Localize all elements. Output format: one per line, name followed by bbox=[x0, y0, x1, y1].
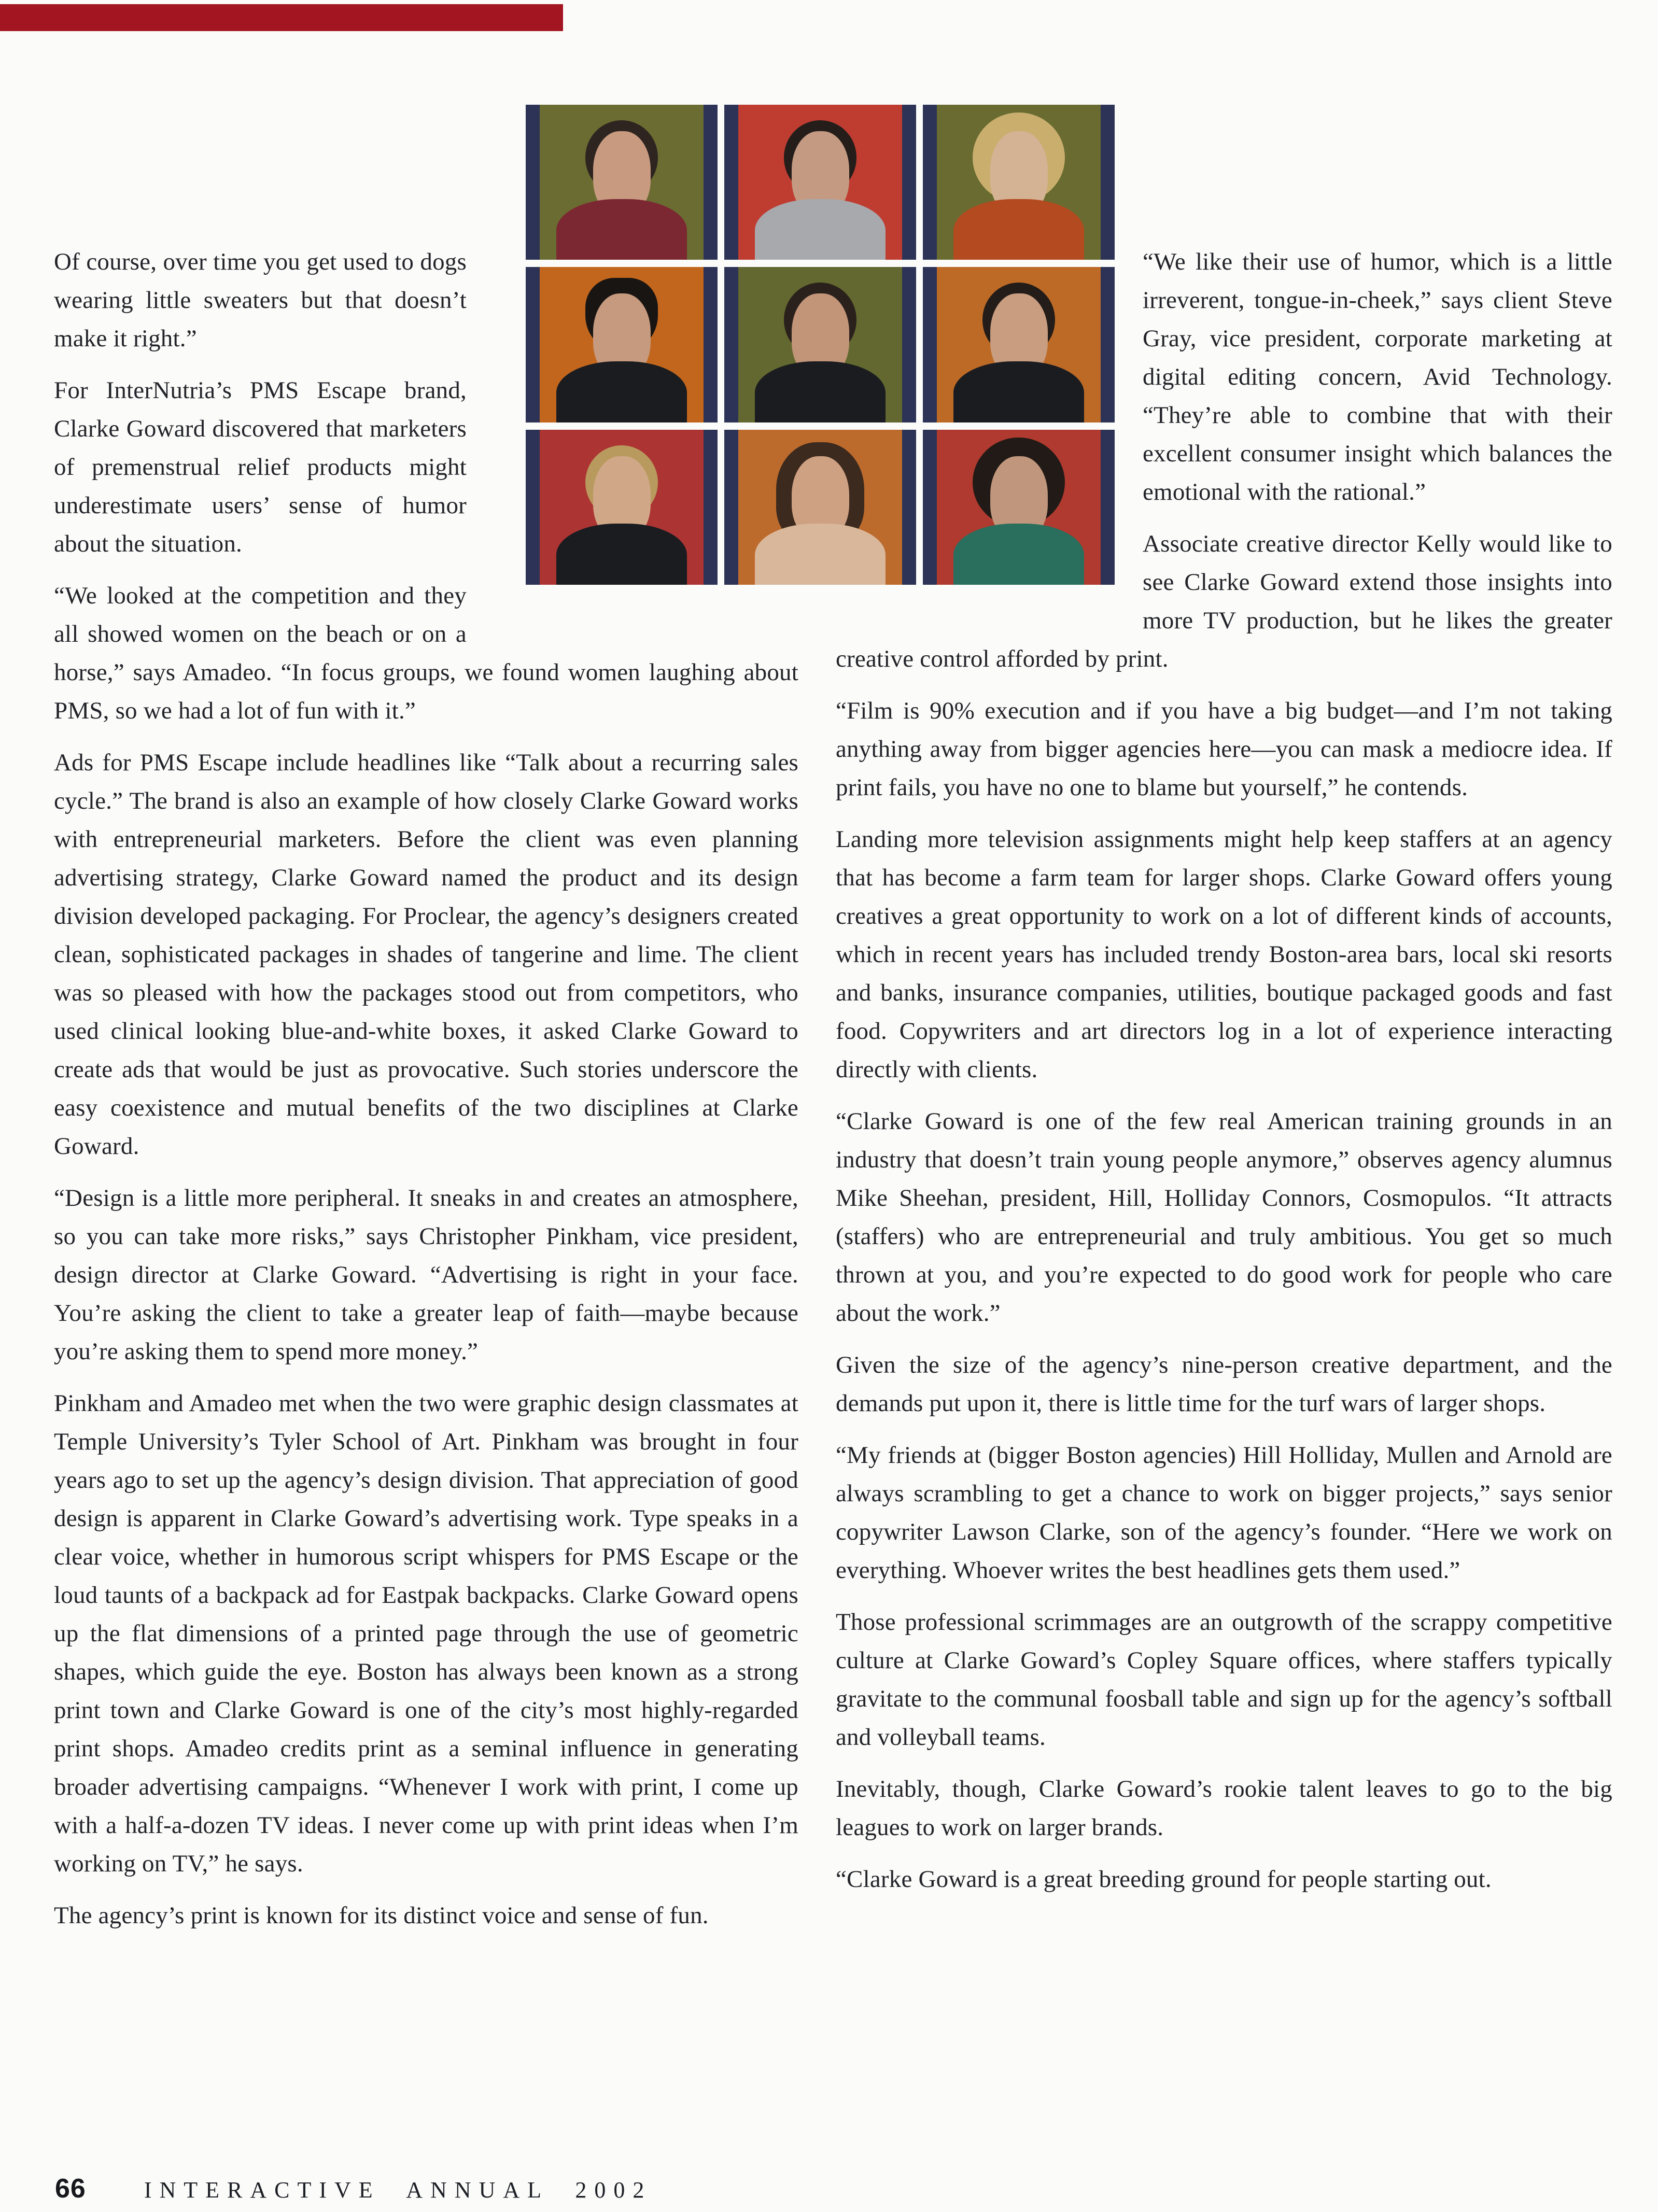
paragraph: “Clarke Goward is one of the few real American training grounds in an industry that doesn’t train young people anymore,” observes agency alumnus Mike Sheehan, president, Hill, Holliday Connors, Cosmopulos. “It attracts (staffers) who are entrepreneurial and truly ambitious. You get so much thrown at you, and you’re expected to do good work for people who care about the work.” bbox=[836, 1108, 1612, 1327]
paragraph: Inevitably, though, Clarke Goward’s rookie talent leaves to go to the big leagues to work on larger brands. bbox=[836, 1776, 1612, 1841]
photo-frame-bar bbox=[526, 105, 540, 260]
photo-frame-bar bbox=[724, 105, 738, 260]
photo-frame-bar bbox=[923, 430, 937, 585]
photo-frame-bar bbox=[902, 430, 916, 585]
paragraph: “We looked at the competition and they all showed women on the beach or on a horse,” says Amadeo. “In focus groups, we found women laughing about PMS, so we had a lot of fun with it.” bbox=[54, 582, 798, 724]
paragraph: Pinkham and Amadeo met when the two were graphic design classmates at Temple University’s Tyler School of Art. Pinkham was brought in four years ago to set up the agency’s design division. That appreciation of good design is apparent in Clarke Goward’s advertising work. Type speaks in a clear voice, whether in humorous script whispers for PMS Escape or the loud taunts of a backpack ad for Eastpak backpacks. Clarke Goward opens up the flat dimensions of a printed page through the use of geometric shapes, which guide the eye. Boston has always been known as a strong print town and Clarke Goward is one of the city’s most highly-regarded print shops. Amadeo credits print as a seminal influence in generating broader advertising campaigns. “Whenever I work with print, I come up with a half-a-dozen TV ideas. I never come up with print ideas when I’m working on TV,” he says. bbox=[54, 1390, 798, 1877]
paragraph: “Film is 90% execution and if you have a big budget—and I’m not taking anything away from bigger agencies here—you can mask a mediocre idea. If print fails, you have no one to blame but yourself,” he contends. bbox=[836, 697, 1612, 801]
photo-frame-bar bbox=[1101, 430, 1115, 585]
page-footer bbox=[55, 2173, 652, 2204]
portrait-shirt bbox=[953, 524, 1084, 585]
portrait-shirt bbox=[556, 361, 687, 422]
photo-frame-bar bbox=[923, 267, 937, 422]
photo-frame-bar bbox=[923, 105, 937, 260]
paragraph: For InterNutria’s PMS Escape brand, Clarke Goward discovered that marketers of premenstrual relief products might underestimate users’ sense of humor about the situation. bbox=[54, 377, 467, 557]
paragraph: Ads for PMS Escape include headlines like “Talk about a recurring sales cycle.” The brand is also an example of how closely Clarke Goward works with entrepreneurial marketers. Before the client was even planning advertising strategy, Clarke Goward named the product and its design division developed packaging. For Proclear, the agency’s designers created clean, sophisticated packages in shades of tangerine and lime. The client was so pleased with how the packages stood out from competitors, who used clinical looking blue-and-white boxes, it asked Clarke Goward to create ads that would be just as provocative. Such stories underscore the easy coexistence and mutual benefits of the two disciplines at Clarke Goward. bbox=[54, 749, 798, 1160]
paragraph: Given the size of the agency’s nine-person creative department, and the demands put upon it, there is little time for the turf wars of larger shops. bbox=[836, 1351, 1612, 1417]
portrait-shirt bbox=[755, 524, 886, 585]
paragraph: “Design is a little more peripheral. It sneaks in and creates an atmosphere, so you can take more risks,” says Christopher Pinkham, vice president, design director at Clarke Goward. “Advertising is right in your face. You’re asking the client to take a greater leap of faith—maybe because you’re asking them to spend more money.” bbox=[54, 1185, 798, 1365]
paragraph: Those professional scrimmages are an outgrowth of the scrappy competitive culture at Clarke Goward’s Copley Square offices, where staffers typically gravitate to the communal foosball table and sign up for the agency’s softball and volleyball teams. bbox=[836, 1609, 1612, 1751]
photo-frame-bar bbox=[1101, 105, 1115, 260]
photo-frame-bar bbox=[704, 267, 718, 422]
photo-frame-bar bbox=[902, 267, 916, 422]
paragraph: Associate creative director Kelly would like to see Clarke Goward extend those insights into more TV production, but he likes the greater creative control afforded by print. bbox=[836, 530, 1612, 672]
portrait-shirt bbox=[556, 524, 687, 585]
publication-title: INTERACTIVE ANNUAL 2002 bbox=[144, 2177, 652, 2203]
page-number: 66 bbox=[55, 2174, 86, 2204]
portrait-photo-man-curly-blond-hair bbox=[923, 105, 1115, 260]
paragraph: “We like their use of humor, which is a little irreverent, tongue-in-cheek,” says client Steve Gray, vice president, corporate marketing at digital editing concern, Avid Technology. “They’re able to combine that with their excellent consumer insight which balances the emotional with the rational.” bbox=[1143, 248, 1612, 505]
red-accent-bar bbox=[0, 4, 563, 31]
portrait-shirt bbox=[755, 199, 886, 260]
photo-frame-bar bbox=[704, 430, 718, 585]
article-left-column bbox=[54, 243, 798, 1935]
portrait-photo-man-short-dark-hair bbox=[526, 105, 718, 260]
portrait-shirt bbox=[953, 199, 1084, 260]
photo-frame-bar bbox=[902, 105, 916, 260]
paragraph: Of course, over time you get used to dogs wearing little sweaters but that doesn’t make it right.” bbox=[54, 248, 467, 352]
photo-frame-bar bbox=[724, 430, 738, 585]
photo-frame-bar bbox=[704, 105, 718, 260]
photo-frame-bar bbox=[1101, 267, 1115, 422]
paragraph: The agency’s print is known for its distinct voice and sense of fun. bbox=[54, 1902, 709, 1929]
portrait-photo-man-dark-hair bbox=[724, 105, 916, 260]
photo-frame-bar bbox=[724, 267, 738, 422]
paragraph: “Clarke Goward is a great breeding ground for people starting out. bbox=[836, 1866, 1492, 1893]
portrait-shirt bbox=[556, 199, 687, 260]
portrait-shirt bbox=[755, 361, 886, 422]
photo-frame-bar bbox=[526, 267, 540, 422]
paragraph: “My friends at (bigger Boston agencies) Hill Holliday, Mullen and Arnold are always scrambling to get a chance to work on bigger projects,” says senior copywriter Lawson Clarke, son of the agency’s founder. “Here we work on everything. Whoever writes the best headlines gets them used.” bbox=[836, 1442, 1612, 1584]
photo-grid bbox=[526, 105, 1115, 585]
photo-frame-bar bbox=[526, 430, 540, 585]
portrait-shirt bbox=[953, 361, 1084, 422]
paragraph: Landing more television assignments might help keep staffers at an agency that has become a farm team for larger shops. Clarke Goward offers young creatives a great opportunity to work on a lot of different kinds of accounts, which in recent years has included trendy Boston-area bars, local ski resorts and banks, insurance companies, utilities, boutique packaged goods and fast food. Copywriters and art directors log in a lot of experience interacting directly with clients. bbox=[836, 826, 1612, 1083]
article-right-column bbox=[836, 243, 1612, 1898]
